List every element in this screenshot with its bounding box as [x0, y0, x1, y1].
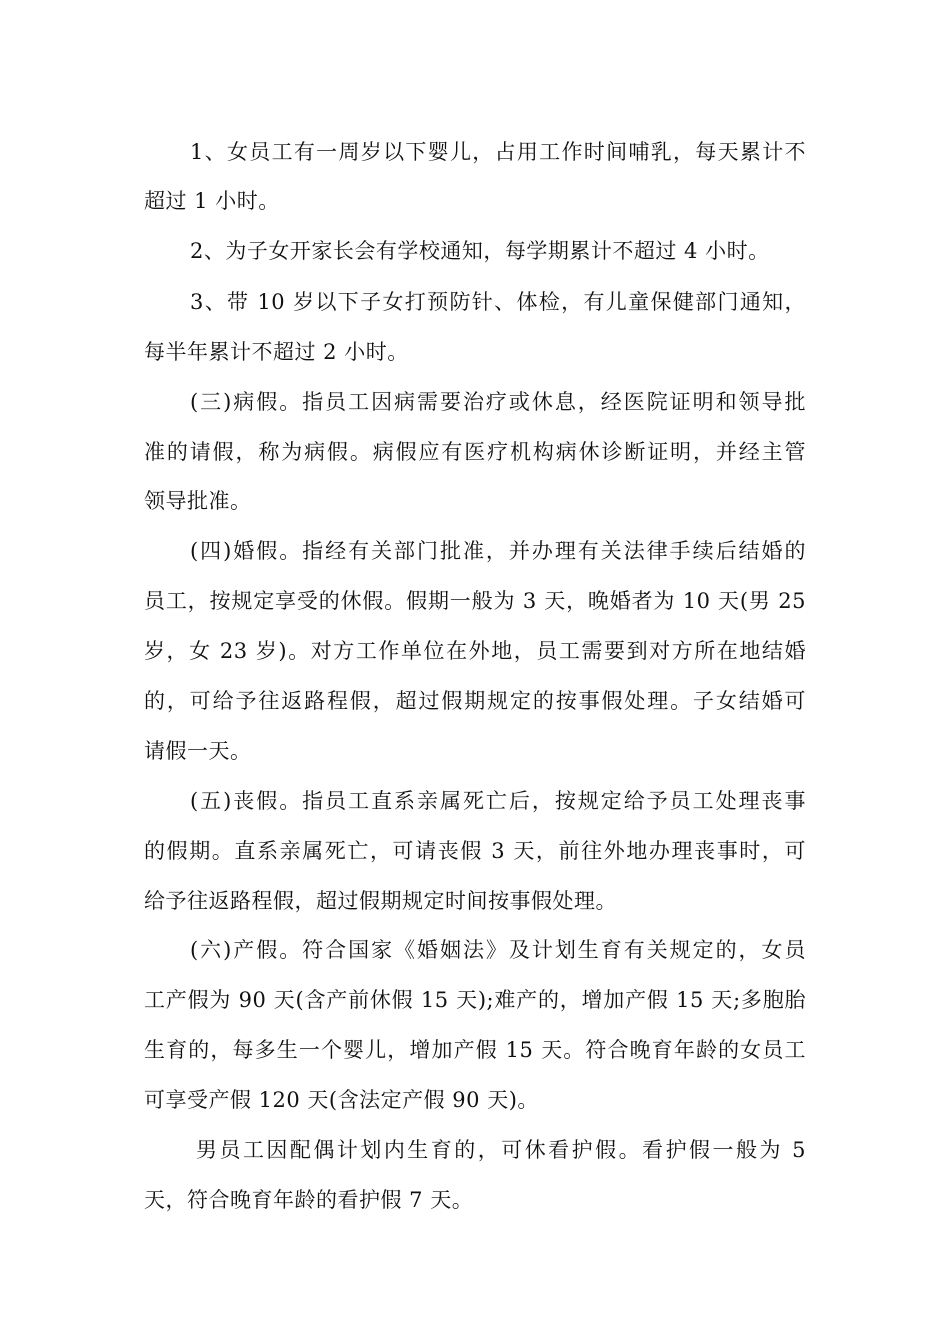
text-line: 可享受产假 120 天(含法定产假 90 天)。: [144, 1088, 539, 1112]
text-line: 请假一天。: [144, 739, 252, 763]
text-line: 领导批准。: [144, 489, 252, 513]
text-line: 天，符合晚育年龄的看护假 7 天。: [144, 1188, 474, 1212]
text-line: 2、为子女开家长会有学校通知，每学期累计不超过 4 小时。: [190, 239, 770, 263]
text-line: 生育的，每多生一个婴儿，增加产假 15 天。符合晚育年龄的女员工: [144, 1038, 806, 1062]
text-line: 每半年累计不超过 2 小时。: [144, 340, 409, 364]
text-line: (三)病假。指员工因病需要治疗或休息，经医院证明和领导批: [190, 390, 806, 414]
text-line: 男员工因配偶计划内生育的，可休看护假。看护假一般为 5: [196, 1138, 806, 1162]
text-line: 的，可给予往返路程假，超过假期规定的按事假处理。子女结婚可: [144, 689, 806, 713]
text-line: 准的请假，称为病假。病假应有医疗机构病休诊断证明，并经主管: [144, 440, 806, 464]
text-line: 岁，女 23 岁)。对方工作单位在外地，员工需要到对方所在地结婚: [144, 639, 806, 663]
text-line: (六)产假。符合国家《婚姻法》及计划生育有关规定的，女员: [190, 938, 806, 962]
text-line: 1、女员工有一周岁以下婴儿，占用工作时间哺乳，每天累计不: [190, 140, 806, 164]
text-line: 的假期。直系亲属死亡，可请丧假 3 天，前往外地办理丧事时，可: [144, 839, 806, 863]
text-line: 3、带 10 岁以下子女打预防针、体检，有儿童保健部门通知，: [190, 290, 806, 314]
text-line: 工产假为 90 天(含产前休假 15 天);难产的，增加产假 15 天;多胞胎: [144, 988, 806, 1012]
text-line: (四)婚假。指经有关部门批准，并办理有关法律手续后结婚的: [190, 539, 806, 563]
text-line: 给予往返路程假，超过假期规定时间按事假处理。: [144, 889, 617, 913]
text-line: 员工，按规定享受的休假。假期一般为 3 天，晚婚者为 10 天(男 25: [144, 589, 806, 613]
text-line: (五)丧假。指员工直系亲属死亡后，按规定给予员工处理丧事: [190, 789, 806, 813]
text-line: 超过 1 小时。: [144, 189, 280, 213]
